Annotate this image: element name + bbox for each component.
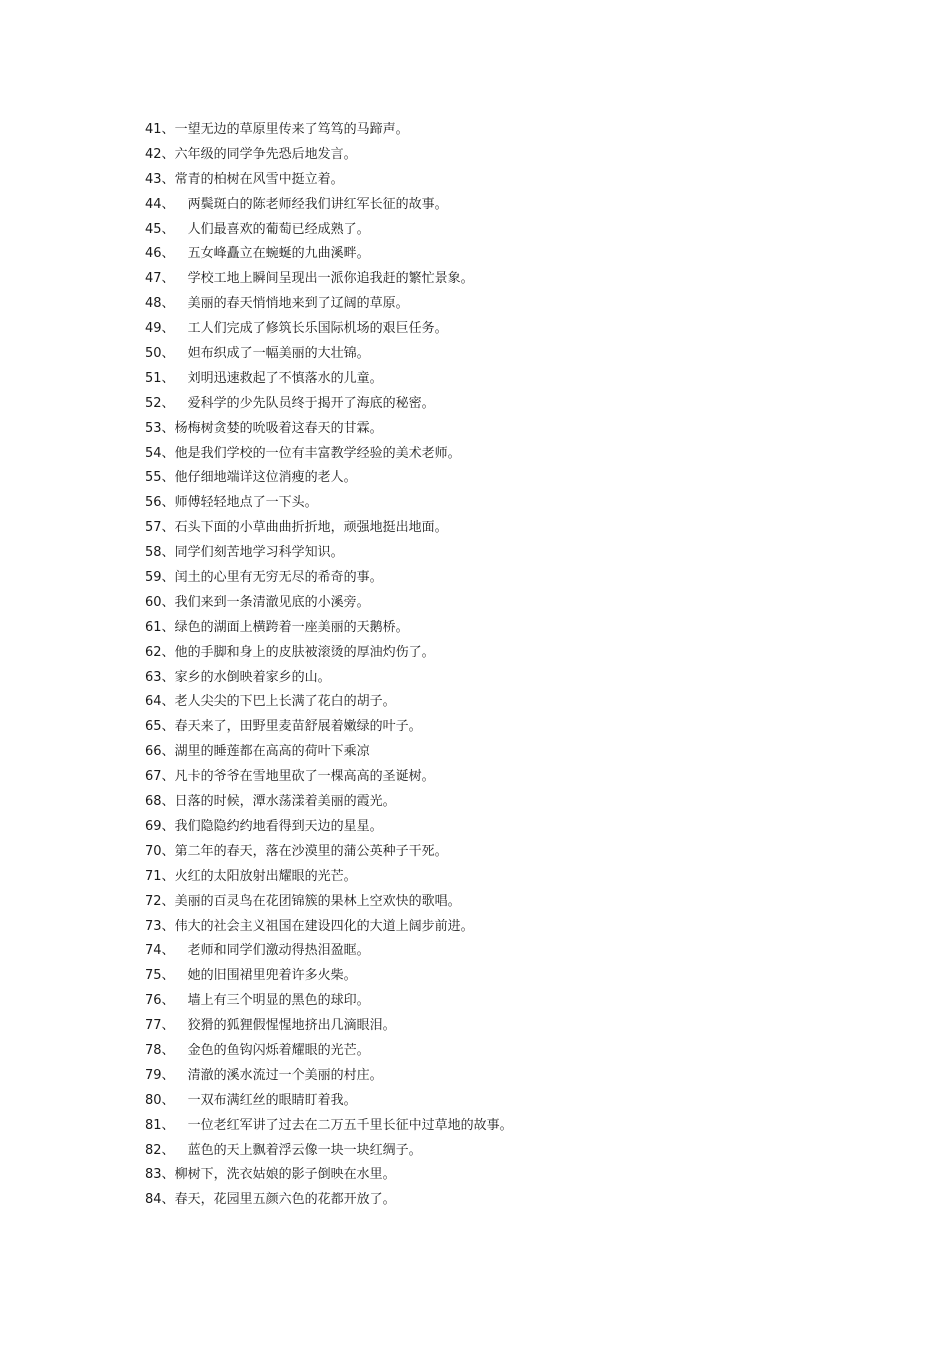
sentence-text: 爱科学的少先队员终于揭开了海底的秘密。 xyxy=(187,395,435,411)
sentence-number: 76 xyxy=(145,993,162,1009)
sentence-item xyxy=(145,765,513,790)
sentence-item xyxy=(145,890,513,915)
sentence-text: 一双布满红丝的眼睛盯着我。 xyxy=(187,1092,357,1108)
sentence-separator: 、 xyxy=(161,669,175,685)
sentence-item xyxy=(145,964,513,989)
sentence-text: 清澈的溪水流过一个美丽的村庄。 xyxy=(187,1067,383,1083)
sentence-text: 柳树下，洗衣姑娘的影子倒映在水里。 xyxy=(174,1167,396,1183)
sentence-number: 77 xyxy=(145,1018,162,1034)
sentence-item xyxy=(145,193,513,218)
sentence-number: 79 xyxy=(145,1067,162,1083)
sentence-item xyxy=(145,267,513,292)
sentence-number: 41 xyxy=(145,122,162,137)
sentence-number: 72 xyxy=(145,893,162,909)
sentence-separator: 、 xyxy=(161,694,175,710)
sentence-number: 63 xyxy=(145,669,162,685)
sentence-separator: 、 xyxy=(161,196,175,212)
sentence-separator: 、 xyxy=(161,346,175,362)
sentence-text: 常青的柏树在风雪中挺立着。 xyxy=(174,171,344,187)
sentence-text: 第二年的春天，落在沙漠里的蒲公英种子干死。 xyxy=(174,843,448,859)
sentence-separator: 、 xyxy=(161,744,175,760)
sentence-separator: 、 xyxy=(161,943,175,959)
sentence-separator: 、 xyxy=(161,794,175,810)
sentence-separator: 、 xyxy=(161,644,175,660)
sentence-text: 他是我们学校的一位有丰富教学经验的美术老师。 xyxy=(174,445,461,461)
sentence-number: 51 xyxy=(145,370,162,386)
sentence-text: 刘明迅速救起了不慎落水的儿童。 xyxy=(187,370,383,386)
sentence-item xyxy=(145,641,513,666)
sentence-item xyxy=(145,1114,513,1139)
sentence-number: 58 xyxy=(145,545,162,561)
sentence-item xyxy=(145,865,513,890)
sentence-item xyxy=(145,392,513,417)
sentence-text: 老师和同学们激动得热泪盈眶。 xyxy=(187,943,370,959)
sentence-number: 59 xyxy=(145,570,162,586)
sentence-text: 狡猾的狐狸假惺惺地挤出几滴眼泪。 xyxy=(187,1018,396,1034)
sentence-separator: 、 xyxy=(161,993,175,1009)
sentence-text: 一位老红军讲了过去在二万五千里长征中过草地的故事。 xyxy=(187,1117,513,1133)
sentence-item xyxy=(145,790,513,815)
sentence-item xyxy=(145,939,513,964)
sentence-text: 春天，花园里五颜六色的花都开放了。 xyxy=(174,1192,396,1208)
sentence-number: 50 xyxy=(145,346,162,362)
sentence-item xyxy=(145,442,513,467)
sentence-item xyxy=(145,1139,513,1164)
sentence-item xyxy=(145,143,513,168)
sentence-item xyxy=(145,1039,513,1064)
sentence-separator: 、 xyxy=(161,719,175,735)
sentence-item xyxy=(145,1163,513,1188)
sentence-item xyxy=(145,740,513,765)
sentence-number: 64 xyxy=(145,694,162,710)
sentence-number: 45 xyxy=(145,221,162,237)
sentence-separator: 、 xyxy=(161,1142,175,1158)
sentence-separator: 、 xyxy=(161,246,175,262)
sentence-text: 杨梅树贪婪的吮吸着这春天的甘霖。 xyxy=(174,420,383,436)
sentence-item xyxy=(145,715,513,740)
sentence-number: 67 xyxy=(145,769,162,785)
sentence-separator: 、 xyxy=(161,1167,175,1183)
sentence-number: 62 xyxy=(145,644,162,660)
sentence-item xyxy=(145,815,513,840)
sentence-separator: 、 xyxy=(161,769,175,785)
sentence-text: 闰土的心里有无穷无尽的希奇的事。 xyxy=(174,570,383,586)
sentence-number: 55 xyxy=(145,470,162,486)
sentence-text: 火红的太阳放射出耀眼的光芒。 xyxy=(174,868,357,884)
sentence-number: 71 xyxy=(145,868,162,884)
sentence-separator: 、 xyxy=(161,370,175,386)
sentence-text: 妲布织成了一幅美丽的大壮锦。 xyxy=(187,346,370,362)
sentence-separator: 、 xyxy=(161,395,175,411)
sentence-separator: 、 xyxy=(161,470,175,486)
sentence-number: 74 xyxy=(145,943,162,959)
sentence-item xyxy=(145,690,513,715)
sentence-item xyxy=(145,292,513,317)
sentence-separator: 、 xyxy=(161,520,175,536)
sentence-item xyxy=(145,218,513,243)
sentence-separator: 、 xyxy=(161,146,175,162)
sentence-item xyxy=(145,1014,513,1039)
sentence-item xyxy=(145,840,513,865)
sentence-text: 他仔细地端详这位消瘦的老人。 xyxy=(174,470,357,486)
sentence-item xyxy=(145,1188,513,1213)
sentence-item xyxy=(145,591,513,616)
sentence-text: 他的手脚和身上的皮肤被滚烫的厚油灼伤了。 xyxy=(174,644,435,660)
sentence-separator: 、 xyxy=(161,296,175,312)
sentence-item xyxy=(145,466,513,491)
sentence-item xyxy=(145,541,513,566)
sentence-separator: 、 xyxy=(161,221,175,237)
sentence-item xyxy=(145,317,513,342)
sentence-text: 金色的鱼钩闪烁着耀眼的光芒。 xyxy=(187,1042,370,1058)
sentence-item xyxy=(145,367,513,392)
sentence-item xyxy=(145,491,513,516)
sentence-text: 石头下面的小草曲曲折折地，顽强地挺出地面。 xyxy=(174,520,448,536)
sentence-item xyxy=(145,666,513,691)
sentence-number: 82 xyxy=(145,1142,162,1158)
sentence-item xyxy=(145,516,513,541)
sentence-item xyxy=(145,168,513,193)
sentence-number: 65 xyxy=(145,719,162,735)
sentence-item xyxy=(145,915,513,940)
sentence-number: 46 xyxy=(145,246,162,262)
sentence-number: 68 xyxy=(145,794,162,810)
sentence-separator: 、 xyxy=(161,1042,175,1058)
sentence-separator: 、 xyxy=(161,321,175,337)
sentence-number: 44 xyxy=(145,196,162,212)
sentence-separator: 、 xyxy=(161,1192,175,1208)
sentence-separator: 、 xyxy=(161,968,175,984)
sentence-text: 日落的时候，潭水荡漾着美丽的霞光。 xyxy=(174,794,396,810)
sentence-text: 六年级的同学争先恐后地发言。 xyxy=(174,146,357,162)
sentence-separator: 、 xyxy=(161,818,175,834)
sentence-number: 54 xyxy=(145,445,162,461)
sentence-text: 老人尖尖的下巴上长满了花白的胡子。 xyxy=(174,694,396,710)
sentence-text: 墙上有三个明显的黑色的球印。 xyxy=(187,993,370,1009)
sentence-separator: 、 xyxy=(161,1067,175,1083)
sentence-text: 湖里的睡莲都在高高的荷叶下乘凉 xyxy=(174,744,370,760)
sentence-number: 47 xyxy=(145,271,162,287)
sentence-text: 五女峰矗立在蜿蜒的九曲溪畔。 xyxy=(187,246,370,262)
sentence-item xyxy=(145,989,513,1014)
sentence-number: 53 xyxy=(145,420,162,436)
sentence-separator: 、 xyxy=(161,594,175,610)
sentence-number: 43 xyxy=(145,171,162,187)
sentence-separator: 、 xyxy=(161,495,175,511)
sentence-item xyxy=(145,242,513,267)
sentence-item xyxy=(145,342,513,367)
sentence-separator: 、 xyxy=(161,570,175,586)
sentence-separator: 、 xyxy=(161,445,175,461)
sentence-separator: 、 xyxy=(161,918,175,934)
sentence-text: 美丽的百灵鸟在花团锦簇的果林上空欢快的歌唱。 xyxy=(174,893,461,909)
sentence-list xyxy=(145,118,513,1213)
sentence-text: 美丽的春天悄悄地来到了辽阔的草原。 xyxy=(187,296,409,312)
sentence-item xyxy=(145,616,513,641)
sentence-text: 家乡的水倒映着家乡的山。 xyxy=(174,669,331,685)
sentence-separator: 、 xyxy=(161,545,175,561)
sentence-separator: 、 xyxy=(161,893,175,909)
sentence-number: 61 xyxy=(145,619,162,635)
sentence-separator: 、 xyxy=(161,420,175,436)
sentence-number: 56 xyxy=(145,495,162,511)
sentence-separator: 、 xyxy=(161,843,175,859)
sentence-separator: 、 xyxy=(161,868,175,884)
sentence-text: 工人们完成了修筑长乐国际机场的艰巨任务。 xyxy=(187,321,448,337)
sentence-separator: 、 xyxy=(161,1117,175,1133)
sentence-item xyxy=(145,566,513,591)
sentence-number: 49 xyxy=(145,321,162,337)
sentence-text: 春天来了，田野里麦苗舒展着嫩绿的叶子。 xyxy=(174,719,422,735)
sentence-number: 78 xyxy=(145,1042,162,1058)
sentence-text: 两鬓斑白的陈老师经我们讲红军长征的故事。 xyxy=(187,196,448,212)
sentence-text: 一望无边的草原里传来了笃笃的马蹄声。 xyxy=(174,122,409,137)
sentence-number: 84 xyxy=(145,1192,162,1208)
sentence-separator: 、 xyxy=(161,122,175,137)
sentence-separator: 、 xyxy=(161,619,175,635)
sentence-number: 69 xyxy=(145,818,162,834)
sentence-text: 蓝色的天上飘着浮云像一块一块红绸子。 xyxy=(187,1142,422,1158)
sentence-item xyxy=(145,417,513,442)
sentence-item xyxy=(145,118,513,143)
sentence-text: 师傅轻轻地点了一下头。 xyxy=(174,495,318,511)
sentence-number: 42 xyxy=(145,146,162,162)
sentence-text: 绿色的湖面上横跨着一座美丽的天鹅桥。 xyxy=(174,619,409,635)
sentence-number: 73 xyxy=(145,918,162,934)
sentence-text: 人们最喜欢的葡萄已经成熟了。 xyxy=(187,221,370,237)
sentence-text: 我们隐隐约约地看得到天边的星星。 xyxy=(174,818,383,834)
sentence-separator: 、 xyxy=(161,171,175,187)
sentence-item xyxy=(145,1089,513,1114)
sentence-number: 48 xyxy=(145,296,162,312)
sentence-number: 60 xyxy=(145,594,162,610)
sentence-separator: 、 xyxy=(161,271,175,287)
sentence-text: 学校工地上瞬间呈现出一派你追我赶的繁忙景象。 xyxy=(187,271,474,287)
sentence-number: 75 xyxy=(145,968,162,984)
sentence-separator: 、 xyxy=(161,1018,175,1034)
sentence-text: 我们来到一条清澈见底的小溪旁。 xyxy=(174,594,370,610)
sentence-text: 她的旧围裙里兜着许多火柴。 xyxy=(187,968,357,984)
sentence-number: 57 xyxy=(145,520,162,536)
sentence-separator: 、 xyxy=(161,1092,175,1108)
sentence-text: 凡卡的爷爷在雪地里砍了一棵高高的圣诞树。 xyxy=(174,769,435,785)
sentence-number: 83 xyxy=(145,1167,162,1183)
sentence-text: 伟大的社会主义祖国在建设四化的大道上阔步前进。 xyxy=(174,918,474,934)
sentence-item xyxy=(145,1064,513,1089)
sentence-number: 52 xyxy=(145,395,162,411)
sentence-number: 81 xyxy=(145,1117,162,1133)
sentence-number: 70 xyxy=(145,843,162,859)
sentence-number: 66 xyxy=(145,744,162,760)
sentence-text: 同学们刻苦地学习科学知识。 xyxy=(174,545,344,561)
sentence-number: 80 xyxy=(145,1092,162,1108)
